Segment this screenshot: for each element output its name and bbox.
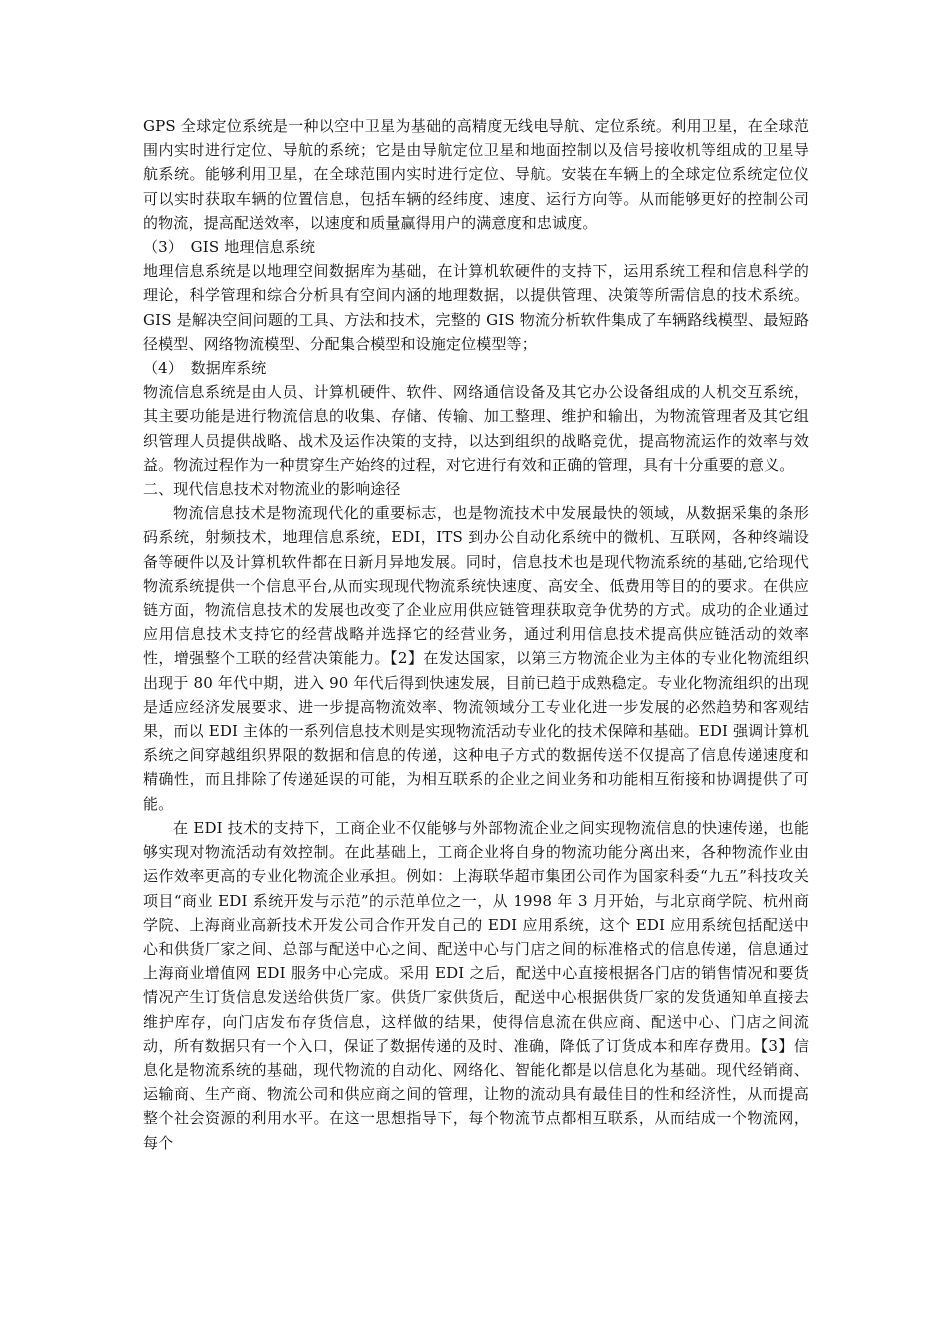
paragraph-section-2-1: 物流信息技术是物流现代化的重要标志，也是物流技术中发展最快的领域，从数据采集的条形码系统，射频技术，地理信息系统，EDI，ITS 到办公自动化系统中的微机、互联网，各种终端设备等硬件以及计算机软件都在日新月异地发展。同时，信息技术也是现代物流系统的基础,它给现代物流系统提供一个信息平台,从而实现现代物流系统快速度、高安全、低费用等目的的要求。在供应链方面，物流信息技术的发展也改变了企业应用供应链管理获取竞争优势的方式。成功的企业通过应用信息技术支持它的经营战略并选择它的经营业务，通过利用信息技术提高供应链活动的效率性，增强整个工联的经营决策能力。【2】在发达国家，以第三方物流企业为主体的专业化物流组织出现于 80 年代中期，进入 90 年代后得到快速发展，目前已趋于成熟稳定。专业化物流组织的出现是适应经济发展要求、进一步提高物流效率、物流领域分工专业化进一步发展的必然趋势和客观结果，而以 EDI 主体的一系列信息技术则是实现物流活动专业化的技术保障和基础。EDI 强调计算机系统之间穿越组织界限的数据和信息的传递，这种电子方式的数据传送不仅提高了信息传递速度和精确性，而且排除了传递延误的可能，为相互联系的企业之间业务和功能相互衔接和协调提供了可能。 (143, 504, 809, 813)
document-page (143, 114, 809, 1155)
paragraph-database: 物流信息系统是由人员、计算机硬件、软件、网络通信设备及其它办公设备组成的人机交互系统，其主要功能是进行物流信息的收集、存储、传输、加工整理、维护和输出，为物流管理者及其它组织管理人员提供战略、战术及运作决策的支持，以达到组织的战略竞优，提高物流运作的效率与效益。物流过程作为一种贯穿生产始终的过程，对它进行有效和正确的管理，具有十分重要的意义。 (143, 383, 809, 474)
paragraph-gps: GPS 全球定位系统是一种以空中卫星为基础的高精度无线电导航、定位系统。利用卫星，在全球范围内实时进行定位、导航的系统；它是由导航定位卫星和地面控制以及信号接收机等组成的卫星导航系统。能够利用卫星，在全球范围内实时进行定位、导航。安装在车辆上的全球定位系统定位仪可以实时获取车辆的位置信息，包括车辆的经纬度、速度、运行方向等。从而能够更好的控制公司的物流，提高配送效率，以速度和质量赢得用户的满意度和忠诚度。 (143, 117, 809, 232)
heading-database: （4） 数据库系统 (143, 359, 267, 378)
heading-gis: （3） GIS 地理信息系统 (143, 238, 316, 257)
heading-section-2: 二、现代信息技术对物流业的影响途径 (143, 480, 401, 499)
paragraph-section-2-2: 在 EDI 技术的支持下，工商企业不仅能够与外部物流企业之间实现物流信息的快速传递，也能够实现对物流活动有效控制。在此基础上，工商企业将自身的物流功能分离出来，各种物流作业由运作效率更高的专业化物流企业承担。例如：上海联华超市集团公司作为国家科委“九五”科技攻关项目“商业 EDI 系统开发与示范”的示范单位之一，从 1998 年 3 月开始，与北京商学院、杭州商学院、上海商业高新技术开发公司合作开发自己的 EDI 应用系统，这个 EDI 应用系统包括配送中心和供货厂家之间、总部与配送中心之间、配送中心与门店之间的标准格式的信息传递，信息通过上海商业增值网 EDI 服务中心完成。采用 EDI 之后，配送中心直接根据各门店的销售情况和要货情况产生订货信息发送给供货厂家。供货厂家供货后，配送中心根据供货厂家的发货通知单直接去维护库存，向门店发布存货信息，这样做的结果，使得信息流在供应商、配送中心、门店之间流动，所有数据只有一个入口，保证了数据传递的及时、准确，降低了订货成本和库存费用。【3】信息化是物流系统的基础，现代物流的自动化、网络化、智能化都是以信息化为基础。现代经销商、运输商、生产商、物流公司和供应商之间的管理，让物的流动具有最佳目的性和经济性，从而提高整个社会资源的利用水平。在这一思想指导下，每个物流节点都相互联系，从而结成一个物流网，每个 (143, 818, 809, 1152)
paragraph-gis: 地理信息系统是以地理空间数据库为基础，在计算机软硬件的支持下，运用系统工程和信息科学的理论，科学管理和综合分析具有空间内涵的地理数据，以提供管理、决策等所需信息的技术系统。GIS 是解决空间问题的工具、方法和技术，完整的 GIS 物流分析软件集成了车辆路线模型、最短路径模型、网络物流模型、分配集合模型和设施定位模型等； (143, 262, 809, 353)
